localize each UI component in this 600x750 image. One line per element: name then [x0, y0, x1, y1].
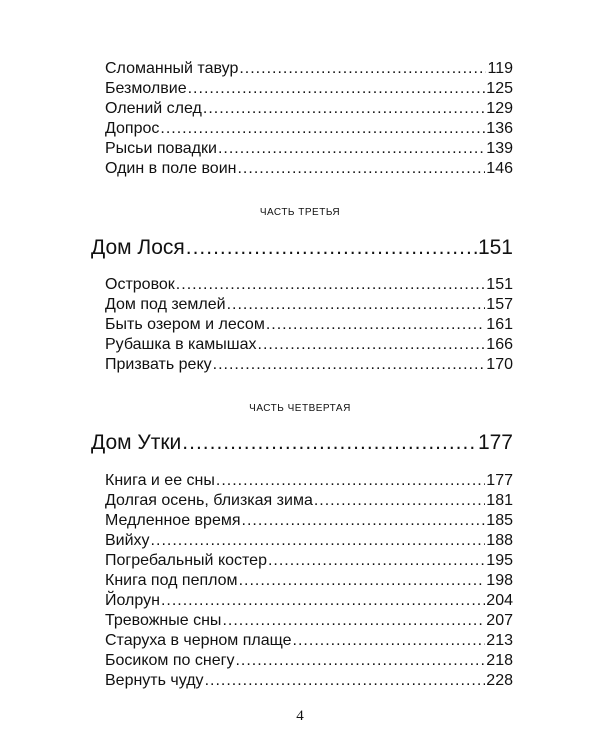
- toc-entry-title: Погребальный костер: [105, 552, 267, 569]
- toc-entry: [105, 672, 513, 692]
- toc-entry: [105, 356, 513, 376]
- toc-entry: [105, 592, 513, 612]
- leader-dots: [239, 60, 486, 78]
- toc-entry: [105, 140, 513, 160]
- toc-entry-title: Старуха в черном плаще: [105, 632, 292, 649]
- chapter-title: Дом Утки: [91, 431, 182, 454]
- leader-dots: [227, 296, 486, 314]
- toc-entry-page: 129: [486, 100, 513, 117]
- toc-entry-title: Йолрун: [105, 592, 160, 609]
- leader-dots: [161, 592, 485, 610]
- chapter-title: Дом Лося: [91, 236, 185, 259]
- toc-entry-page: 125: [486, 80, 513, 97]
- toc-entry-title: Медленное время: [105, 512, 241, 529]
- toc-entry-title: Призвать реку: [105, 356, 212, 373]
- toc-entry-page: 198: [486, 572, 513, 589]
- toc-entry-page: 166: [486, 336, 513, 353]
- leader-dots: [239, 572, 486, 590]
- toc-entry-page: 161: [486, 316, 513, 333]
- leader-dots: [160, 120, 485, 138]
- part-heading: ЧАСТЬ ЧЕТВЕРТАЯ: [249, 403, 351, 414]
- toc-entry-title: Островок: [105, 276, 175, 293]
- toc-entry: [105, 512, 513, 532]
- toc-entry: [105, 472, 513, 492]
- leader-dots: [216, 472, 485, 490]
- leader-dots: [235, 652, 485, 670]
- toc-entry-page: 185: [486, 512, 513, 529]
- leader-dots: [213, 356, 486, 374]
- toc-entry: [105, 532, 513, 552]
- toc-entry-page: 170: [486, 356, 513, 373]
- toc-entry-page: 136: [486, 120, 513, 137]
- toc-entry-title: Олений след: [105, 100, 202, 117]
- toc-entry: [105, 316, 513, 336]
- leader-dots: [293, 632, 486, 650]
- toc-entry-page: 177: [486, 472, 513, 489]
- part-heading: ЧАСТЬ ТРЕТЬЯ: [259, 207, 341, 218]
- leader-dots: [182, 431, 477, 455]
- toc-entry-title: Тревожные сны: [105, 612, 222, 629]
- toc-entry-page: 218: [486, 652, 513, 669]
- chapter-entry: [91, 431, 513, 457]
- toc-entry: [105, 120, 513, 140]
- leader-dots: [222, 612, 485, 630]
- leader-dots: [203, 100, 485, 118]
- toc-entry-title: Безмолвие: [105, 80, 187, 97]
- leader-dots: [258, 336, 486, 354]
- leader-dots: [218, 140, 485, 158]
- toc-entry-page: 207: [486, 612, 513, 629]
- chapter-page: 151: [477, 236, 513, 259]
- chapter-entry: [91, 236, 513, 262]
- toc-entry: [105, 652, 513, 672]
- toc-entry-title: Книга под пеплом: [105, 572, 238, 589]
- toc-entry-title: Дом под землей: [105, 296, 226, 313]
- page-number: 4: [296, 708, 304, 724]
- toc-entry: [105, 552, 513, 572]
- toc-entry-title: Вернуть чуду: [105, 672, 204, 689]
- toc-entry-page: 181: [486, 492, 513, 509]
- toc-entry-page: 139: [486, 140, 513, 157]
- toc-entry-page: 146: [486, 160, 513, 177]
- toc-entry-page: 204: [486, 592, 513, 609]
- leader-dots: [266, 316, 485, 334]
- toc-entry: [105, 80, 513, 100]
- toc-entry-title: Вийху: [105, 532, 150, 549]
- toc-entry-title: Рысьи повадки: [105, 140, 217, 157]
- toc-entry-title: Рубашка в камышах: [105, 336, 257, 353]
- toc-entry-title: Долгая осень, близкая зима: [105, 492, 313, 509]
- toc-entry-title: Книга и ее сны: [105, 472, 215, 489]
- leader-dots: [151, 532, 486, 550]
- toc-entry: [105, 60, 513, 80]
- toc-entry: [105, 572, 513, 592]
- toc-entry-page: 119: [487, 60, 513, 77]
- toc-entry-page: 188: [486, 532, 513, 549]
- leader-dots: [314, 492, 485, 510]
- leader-dots: [268, 552, 485, 570]
- leader-dots: [186, 236, 477, 260]
- leader-dots: [176, 276, 486, 294]
- chapter-page: 177: [477, 431, 513, 454]
- leader-dots: [237, 160, 485, 178]
- leader-dots: [205, 672, 486, 690]
- toc-entry: [105, 612, 513, 632]
- toc-entry-page: 157: [486, 296, 513, 313]
- toc-entry-page: 195: [486, 552, 513, 569]
- toc-entry: [105, 296, 513, 316]
- toc-entry-page: 151: [486, 276, 513, 293]
- leader-dots: [188, 80, 486, 98]
- toc-entry-title: Допрос: [105, 120, 160, 137]
- toc-entry: [105, 336, 513, 356]
- toc-entry-title: Один в поле воин: [105, 160, 237, 177]
- toc-entry: [105, 632, 513, 652]
- toc-entry-page: 228: [486, 672, 513, 689]
- toc-entry: [105, 492, 513, 512]
- toc-entry: [105, 100, 513, 120]
- toc-entry: [105, 160, 513, 180]
- toc-entry: [105, 276, 513, 296]
- toc-entry-title: Сломанный тавур: [105, 60, 239, 77]
- toc-entry-title: Быть озером и лесом: [105, 316, 265, 333]
- leader-dots: [242, 512, 486, 530]
- toc-entry-title: Босиком по снегу: [105, 652, 235, 669]
- toc-entry-page: 213: [486, 632, 513, 649]
